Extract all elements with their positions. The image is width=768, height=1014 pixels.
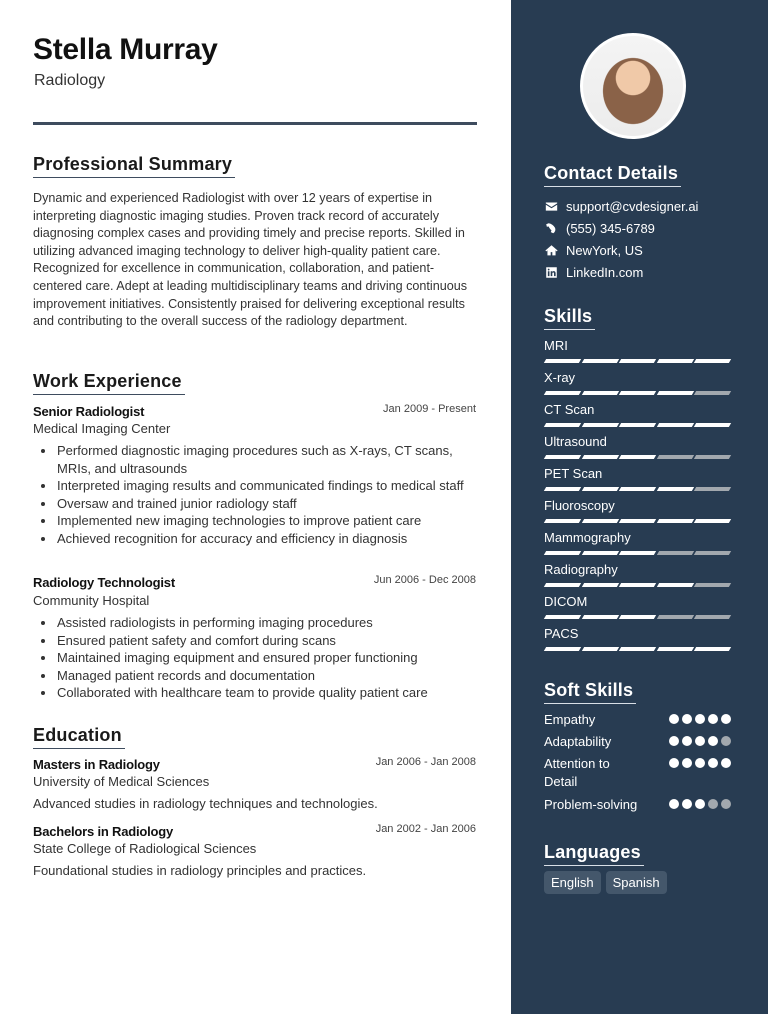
profile-photo-image	[583, 36, 683, 136]
contact-linkedin[interactable]	[544, 263, 643, 281]
rating-segment	[694, 615, 731, 619]
skill-rating-bar	[545, 487, 730, 491]
rating-segment	[656, 647, 693, 651]
job-bullets	[57, 614, 477, 702]
job-organization: Community Hospital	[33, 593, 150, 608]
skill-rating-bar	[545, 647, 730, 651]
degree-date: Jan 2002 - Jan 2006	[375, 823, 476, 835]
skill-name: CT Scan	[544, 402, 595, 417]
rating-dot	[695, 799, 705, 809]
rating-segment	[544, 487, 581, 491]
candidate-role: Radiology	[34, 72, 106, 89]
rating-segment	[694, 551, 731, 555]
rating-segment	[544, 359, 581, 363]
rating-dot	[669, 799, 679, 809]
job-date: Jun 2006 - Dec 2008	[373, 574, 476, 586]
profile-photo	[580, 33, 686, 139]
rating-dot	[721, 799, 731, 809]
rating-segment	[544, 423, 581, 427]
job-bullets	[57, 442, 477, 547]
rating-segment	[694, 455, 731, 459]
contact-email[interactable]	[544, 197, 698, 215]
rating-segment	[694, 583, 731, 587]
language-chip: English	[544, 871, 601, 894]
rating-dot	[708, 714, 718, 724]
degree-title: Bachelors in Radiology	[33, 824, 174, 839]
rating-segment	[656, 487, 693, 491]
skill-rating-bar	[545, 423, 730, 427]
job-date: Jan 2009 - Present	[383, 403, 476, 415]
rating-segment	[581, 519, 618, 523]
rating-segment	[619, 423, 656, 427]
soft-skill-rating	[669, 799, 731, 809]
job-bullet: Interpreted imaging results and communicated findings to medical staff	[57, 477, 477, 495]
skill-name: MRI	[544, 338, 568, 353]
rating-segment	[694, 423, 731, 427]
skill-name: PACS	[544, 626, 579, 641]
header-divider	[33, 122, 477, 125]
skill-name: DICOM	[544, 594, 588, 609]
rating-segment	[656, 519, 693, 523]
job-bullet: Managed patient records and documentation	[57, 667, 477, 685]
soft-skill-rating	[669, 714, 731, 724]
job-organization: Medical Imaging Center	[33, 421, 171, 436]
rating-segment	[544, 647, 581, 651]
job-title: Senior Radiologist	[33, 404, 145, 419]
job-bullet: Achieved recognition for accuracy and efficiency in diagnosis	[57, 530, 477, 548]
skill-rating-bar	[545, 455, 730, 459]
skill-name: Radiography	[544, 562, 618, 577]
job-bullet: Oversaw and trained junior radiology staff	[57, 495, 477, 513]
rating-segment	[694, 487, 731, 491]
rating-dot	[721, 714, 731, 724]
experience-heading: Work Experience	[33, 371, 185, 395]
contact-email-text: support@cvdesigner.ai	[566, 198, 699, 214]
rating-segment	[694, 647, 731, 651]
rating-segment	[619, 583, 656, 587]
rating-segment	[656, 551, 693, 555]
rating-segment	[544, 583, 581, 587]
rating-segment	[619, 391, 656, 395]
phone-icon	[544, 221, 558, 235]
rating-segment	[544, 615, 581, 619]
rating-dot	[682, 736, 692, 746]
soft-skill-name: Attention to Detail	[544, 756, 610, 789]
skill-rating-bar	[545, 359, 730, 363]
rating-segment	[581, 615, 618, 619]
rating-segment	[656, 359, 693, 363]
rating-dot	[695, 714, 705, 724]
rating-segment	[619, 487, 656, 491]
rating-dot	[682, 799, 692, 809]
job-bullet: Collaborated with healthcare team to provide quality patient care	[57, 684, 477, 702]
rating-dot	[708, 736, 718, 746]
rating-dot	[721, 758, 731, 768]
rating-segment	[581, 487, 618, 491]
summary-text: Dynamic and experienced Radiologist with over 12 years of expertise in interpreting diagnostic imaging studies. Proven track record of accurately diagnosing complex cases and providing timely and precise reports. Skilled in utilizing advanced imaging technology to deliver high-quality patient care. Recognized for excellence in communication, collaboration, and patient-centered care. Adept at leading multidisciplinary teams and driving continuous improvement initiatives. Consistently praised for delivering exceptional results and contributing to the overall success of the radiology department.	[33, 191, 468, 329]
job-title: Radiology Technologist	[33, 575, 175, 590]
linkedin-icon	[544, 265, 558, 279]
language-chip: Spanish	[606, 871, 667, 894]
contact-heading: Contact Details	[544, 163, 681, 187]
education-heading: Education	[33, 725, 125, 749]
school-name: University of Medical Sciences	[33, 774, 210, 789]
home-icon	[544, 243, 558, 257]
skill-rating-bar	[545, 391, 730, 395]
degree-date: Jan 2006 - Jan 2008	[375, 756, 476, 768]
job-bullet: Performed diagnostic imaging procedures such as X-rays, CT scans, MRIs, and ultrasounds	[57, 442, 477, 477]
rating-segment	[544, 455, 581, 459]
skill-name: PET Scan	[544, 466, 603, 481]
rating-segment	[581, 391, 618, 395]
rating-segment	[694, 519, 731, 523]
rating-segment	[619, 519, 656, 523]
rating-segment	[619, 359, 656, 363]
contact-location	[544, 241, 643, 259]
rating-segment	[544, 519, 581, 523]
degree-title: Masters in Radiology	[33, 757, 160, 772]
sidebar	[511, 0, 768, 1014]
rating-segment	[619, 647, 656, 651]
rating-segment	[619, 455, 656, 459]
skill-rating-bar	[545, 583, 730, 587]
rating-segment	[544, 551, 581, 555]
rating-segment	[544, 391, 581, 395]
skill-name: Ultrasound	[544, 434, 607, 449]
rating-segment	[581, 423, 618, 427]
skills-heading: Skills	[544, 306, 595, 330]
soft-skill-name: Empathy	[544, 712, 596, 727]
rating-dot	[708, 799, 718, 809]
rating-dot	[669, 736, 679, 746]
school-name: State College of Radiological Sciences	[33, 841, 257, 856]
languages-list	[544, 871, 667, 894]
rating-segment	[656, 423, 693, 427]
rating-segment	[656, 455, 693, 459]
rating-dot	[669, 758, 679, 768]
rating-dot	[669, 714, 679, 724]
contact-phone[interactable]	[544, 219, 655, 237]
rating-segment	[581, 647, 618, 651]
degree-description: Advanced studies in radiology techniques and technologies.	[33, 796, 378, 811]
rating-segment	[619, 615, 656, 619]
skill-name: Fluoroscopy	[544, 498, 615, 513]
job-bullet: Implemented new imaging technologies to improve patient care	[57, 512, 477, 530]
rating-dot	[682, 714, 692, 724]
soft-skill-rating	[669, 736, 731, 746]
contact-phone-text: (555) 345-6789	[566, 220, 655, 236]
contact-location-text: NewYork, US	[566, 242, 643, 258]
job-bullet: Ensured patient safety and comfort during scans	[57, 632, 477, 650]
rating-dot	[721, 736, 731, 746]
rating-segment	[581, 551, 618, 555]
rating-segment	[619, 551, 656, 555]
envelope-icon	[544, 199, 558, 213]
rating-segment	[656, 391, 693, 395]
skill-rating-bar	[545, 551, 730, 555]
soft-skill-name: Problem-solving	[544, 797, 638, 812]
rating-segment	[656, 583, 693, 587]
soft-skills-heading: Soft Skills	[544, 680, 636, 704]
soft-skill-name: Adaptability	[544, 734, 612, 749]
skill-name: X-ray	[544, 370, 576, 385]
rating-segment	[694, 391, 731, 395]
skill-name: Mammography	[544, 530, 631, 545]
contact-linkedin-text: LinkedIn.com	[566, 264, 644, 280]
rating-dot	[695, 736, 705, 746]
candidate-name: Stella Murray	[33, 33, 218, 66]
job-bullet: Assisted radiologists in performing imaging procedures	[57, 614, 477, 632]
skill-rating-bar	[545, 519, 730, 523]
degree-description: Foundational studies in radiology principles and practices.	[33, 863, 367, 878]
rating-segment	[581, 455, 618, 459]
rating-dot	[682, 758, 692, 768]
rating-dot	[695, 758, 705, 768]
rating-dot	[708, 758, 718, 768]
soft-skill-rating	[669, 758, 731, 768]
job-bullet: Maintained imaging equipment and ensured proper functioning	[57, 649, 477, 667]
rating-segment	[656, 615, 693, 619]
skill-rating-bar	[545, 615, 730, 619]
summary-heading: Professional Summary	[33, 154, 235, 178]
rating-segment	[581, 583, 618, 587]
rating-segment	[581, 359, 618, 363]
rating-segment	[694, 359, 731, 363]
languages-heading: Languages	[544, 842, 644, 866]
